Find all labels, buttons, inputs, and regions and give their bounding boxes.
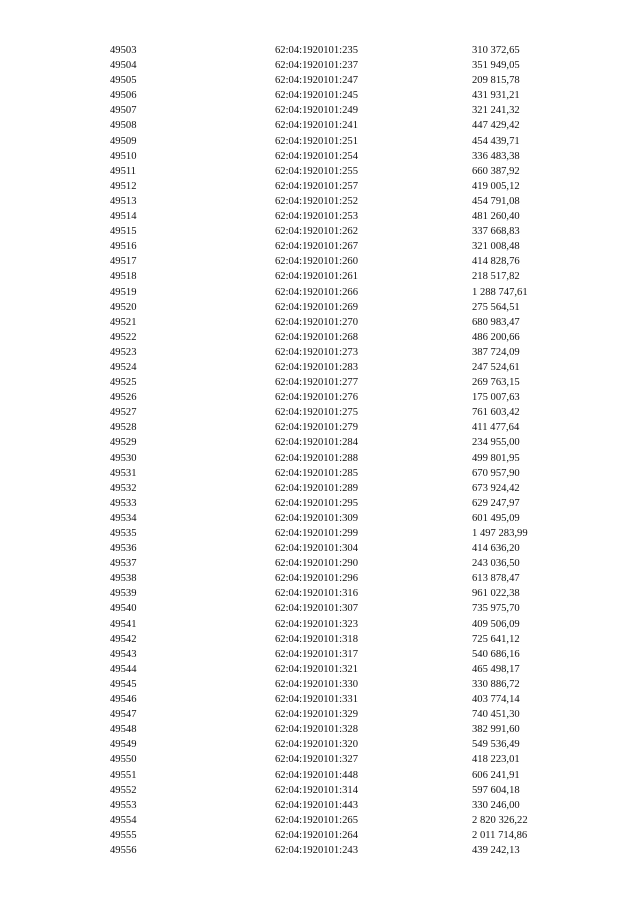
table-row	[0, 209, 640, 224]
cadastral-number-cell: 62:04:1920101:252	[275, 195, 358, 207]
table-row	[0, 134, 640, 149]
row-number-cell: 49551	[110, 769, 137, 781]
row-number-cell: 49536	[110, 543, 137, 555]
cadastral-number-cell: 62:04:1920101:331	[275, 694, 358, 706]
row-number-cell: 49526	[110, 392, 137, 404]
cadastral-number-cell: 62:04:1920101:267	[275, 241, 358, 253]
row-number-cell: 49540	[110, 603, 137, 615]
table-row	[0, 239, 640, 254]
table-row	[0, 647, 640, 662]
row-number-cell: 49520	[110, 301, 137, 313]
cadastral-number-cell: 62:04:1920101:245	[275, 90, 358, 102]
table-row	[0, 405, 640, 420]
table-row	[0, 390, 640, 405]
cadastral-value-cell: 431 931,21	[472, 90, 520, 102]
cadastral-number-cell: 62:04:1920101:277	[275, 377, 358, 389]
table-row	[0, 707, 640, 722]
cadastral-value-cell: 419 005,12	[472, 180, 520, 192]
cadastral-value-cell: 336 483,38	[472, 150, 520, 162]
cadastral-value-cell: 321 241,32	[472, 105, 520, 117]
cadastral-number-cell: 62:04:1920101:304	[275, 543, 358, 555]
cadastral-value-cell: 454 791,08	[472, 195, 520, 207]
row-number-cell: 49529	[110, 437, 137, 449]
cadastral-number-cell: 62:04:1920101:260	[275, 256, 358, 268]
cadastral-value-cell: 670 957,90	[472, 467, 520, 479]
table-row	[0, 511, 640, 526]
table-row	[0, 164, 640, 179]
cadastral-value-cell: 439 242,13	[472, 844, 520, 856]
cadastral-value-cell: 740 451,30	[472, 709, 520, 721]
cadastral-number-cell: 62:04:1920101:270	[275, 316, 358, 328]
cadastral-number-cell: 62:04:1920101:321	[275, 663, 358, 675]
row-number-cell: 49514	[110, 211, 137, 223]
table-row	[0, 330, 640, 345]
row-number-cell: 49549	[110, 739, 137, 751]
cadastral-value-cell: 1 497 283,99	[472, 528, 528, 539]
row-number-cell: 49537	[110, 558, 137, 570]
cadastral-value-cell: 486 200,66	[472, 331, 520, 343]
table-row	[0, 571, 640, 586]
cadastral-number-cell: 62:04:1920101:307	[275, 603, 358, 615]
cadastral-number-cell: 62:04:1920101:316	[275, 588, 358, 600]
table-row	[0, 586, 640, 601]
cadastral-number-cell: 62:04:1920101:254	[275, 150, 358, 162]
row-number-cell: 49532	[110, 482, 137, 494]
table-row	[0, 798, 640, 813]
cadastral-value-cell: 382 991,60	[472, 724, 520, 736]
cadastral-value-cell: 2 011 714,86	[472, 829, 528, 841]
cadastral-number-cell: 62:04:1920101:284	[275, 437, 358, 449]
cadastral-number-cell: 62:04:1920101:268	[275, 331, 358, 343]
table-row	[0, 617, 640, 632]
row-number-cell: 49530	[110, 452, 137, 464]
row-number-cell: 49516	[110, 241, 137, 253]
cadastral-value-cell: 454 439,71	[472, 135, 520, 147]
table-row	[0, 73, 640, 88]
table-row	[0, 768, 640, 783]
cadastral-value-cell: 499 801,95	[472, 452, 520, 464]
cadastral-number-cell: 62:04:1920101:328	[275, 724, 358, 736]
table-row	[0, 285, 640, 300]
row-number-cell: 49535	[110, 528, 137, 539]
table-row	[0, 300, 640, 315]
cadastral-value-cell: 330 246,00	[472, 799, 520, 811]
row-number-cell: 49543	[110, 648, 137, 660]
cadastral-number-cell: 62:04:1920101:265	[275, 814, 358, 826]
cadastral-value-cell: 247 524,61	[472, 361, 520, 373]
cadastral-number-cell: 62:04:1920101:243	[275, 844, 358, 856]
row-number-cell: 49517	[110, 256, 137, 268]
cadastral-number-cell: 62:04:1920101:255	[275, 165, 358, 177]
row-number-cell: 49522	[110, 331, 137, 343]
cadastral-number-cell: 62:04:1920101:275	[275, 407, 358, 419]
cadastral-number-cell: 62:04:1920101:323	[275, 618, 358, 630]
cadastral-number-cell: 62:04:1920101:266	[275, 286, 358, 298]
cadastral-value-cell: 629 247,97	[472, 497, 520, 509]
cadastral-value-cell: 597 604,18	[472, 784, 520, 796]
cadastral-value-cell: 414 828,76	[472, 256, 520, 268]
row-number-cell: 49541	[110, 618, 137, 630]
cadastral-value-cell: 414 636,20	[472, 543, 520, 555]
cadastral-value-cell: 418 223,01	[472, 754, 520, 766]
cadastral-number-cell: 62:04:1920101:329	[275, 709, 358, 721]
table-row	[0, 315, 640, 330]
table-row	[0, 466, 640, 481]
table-row	[0, 360, 640, 375]
cadastral-value-cell: 310 372,65	[472, 45, 520, 56]
cadastral-number-cell: 62:04:1920101:296	[275, 573, 358, 585]
cadastral-value-cell: 321 008,48	[472, 241, 520, 253]
cadastral-value-cell: 725 641,12	[472, 633, 520, 645]
cadastral-number-cell: 62:04:1920101:269	[275, 301, 358, 313]
cadastral-value-table	[0, 43, 640, 858]
row-number-cell: 49519	[110, 286, 137, 298]
cadastral-number-cell: 62:04:1920101:288	[275, 452, 358, 464]
cadastral-number-cell: 62:04:1920101:253	[275, 211, 358, 223]
cadastral-number-cell: 62:04:1920101:279	[275, 422, 358, 434]
table-row	[0, 692, 640, 707]
row-number-cell: 49552	[110, 784, 137, 796]
cadastral-value-cell: 660 387,92	[472, 165, 520, 177]
cadastral-value-cell: 330 886,72	[472, 678, 520, 690]
row-number-cell: 49534	[110, 512, 137, 524]
table-row	[0, 481, 640, 496]
cadastral-value-cell: 465 498,17	[472, 663, 520, 675]
table-row	[0, 722, 640, 737]
cadastral-number-cell: 62:04:1920101:443	[275, 799, 358, 811]
row-number-cell: 49512	[110, 180, 137, 192]
cadastral-number-cell: 62:04:1920101:241	[275, 120, 358, 132]
cadastral-value-cell: 351 949,05	[472, 60, 520, 72]
cadastral-number-cell: 62:04:1920101:448	[275, 769, 358, 781]
table-row	[0, 601, 640, 616]
cadastral-number-cell: 62:04:1920101:276	[275, 392, 358, 404]
cadastral-value-cell: 1 288 747,61	[472, 286, 528, 298]
table-row	[0, 813, 640, 828]
row-number-cell: 49518	[110, 271, 137, 283]
cadastral-value-cell: 549 536,49	[472, 739, 520, 751]
cadastral-number-cell: 62:04:1920101:290	[275, 558, 358, 570]
cadastral-value-cell: 540 686,16	[472, 648, 520, 660]
row-number-cell: 49503	[110, 45, 137, 56]
table-row	[0, 88, 640, 103]
cadastral-number-cell: 62:04:1920101:320	[275, 739, 358, 751]
row-number-cell: 49509	[110, 135, 137, 147]
row-number-cell: 49542	[110, 633, 137, 645]
cadastral-number-cell: 62:04:1920101:318	[275, 633, 358, 645]
cadastral-value-cell: 735 975,70	[472, 603, 520, 615]
cadastral-number-cell: 62:04:1920101:264	[275, 829, 358, 841]
table-row	[0, 179, 640, 194]
row-number-cell: 49523	[110, 346, 137, 358]
cadastral-value-cell: 275 564,51	[472, 301, 520, 313]
table-row	[0, 752, 640, 767]
table-row	[0, 496, 640, 511]
table-row	[0, 345, 640, 360]
table-row	[0, 375, 640, 390]
cadastral-value-cell: 209 815,78	[472, 75, 520, 87]
row-number-cell: 49538	[110, 573, 137, 585]
table-row	[0, 783, 640, 798]
cadastral-number-cell: 62:04:1920101:237	[275, 60, 358, 72]
table-row	[0, 662, 640, 677]
cadastral-value-cell: 337 668,83	[472, 226, 520, 238]
cadastral-value-cell: 2 820 326,22	[472, 814, 528, 826]
cadastral-number-cell: 62:04:1920101:273	[275, 346, 358, 358]
cadastral-number-cell: 62:04:1920101:249	[275, 105, 358, 117]
row-number-cell: 49556	[110, 844, 137, 856]
cadastral-value-cell: 613 878,47	[472, 573, 520, 585]
row-number-cell: 49508	[110, 120, 137, 132]
cadastral-value-cell: 961 022,38	[472, 588, 520, 600]
row-number-cell: 49539	[110, 588, 137, 600]
table-row	[0, 118, 640, 133]
row-number-cell: 49544	[110, 663, 137, 675]
cadastral-number-cell: 62:04:1920101:247	[275, 75, 358, 87]
table-row	[0, 43, 640, 58]
cadastral-number-cell: 62:04:1920101:257	[275, 180, 358, 192]
table-row	[0, 526, 640, 541]
table-row	[0, 103, 640, 118]
cadastral-value-cell: 601 495,09	[472, 512, 520, 524]
cadastral-value-cell: 387 724,09	[472, 346, 520, 358]
cadastral-number-cell: 62:04:1920101:314	[275, 784, 358, 796]
row-number-cell: 49547	[110, 709, 137, 721]
table-row	[0, 224, 640, 239]
cadastral-number-cell: 62:04:1920101:262	[275, 226, 358, 238]
cadastral-number-cell: 62:04:1920101:299	[275, 528, 358, 539]
cadastral-number-cell: 62:04:1920101:283	[275, 361, 358, 373]
cadastral-value-cell: 403 774,14	[472, 694, 520, 706]
cadastral-number-cell: 62:04:1920101:330	[275, 678, 358, 690]
table-row	[0, 451, 640, 466]
cadastral-value-cell: 680 983,47	[472, 316, 520, 328]
table-row	[0, 541, 640, 556]
row-number-cell: 49507	[110, 105, 137, 117]
cadastral-value-cell: 243 036,50	[472, 558, 520, 570]
row-number-cell: 49553	[110, 799, 137, 811]
table-row	[0, 843, 640, 858]
table-row	[0, 828, 640, 843]
row-number-cell: 49554	[110, 814, 137, 826]
cadastral-value-cell: 761 603,42	[472, 407, 520, 419]
cadastral-value-cell: 175 007,63	[472, 392, 520, 404]
row-number-cell: 49521	[110, 316, 137, 328]
table-row	[0, 556, 640, 571]
row-number-cell: 49515	[110, 226, 137, 238]
table-row	[0, 58, 640, 73]
cadastral-value-cell: 481 260,40	[472, 211, 520, 223]
cadastral-number-cell: 62:04:1920101:251	[275, 135, 358, 147]
row-number-cell: 49546	[110, 694, 137, 706]
table-row	[0, 420, 640, 435]
row-number-cell: 49548	[110, 724, 137, 736]
row-number-cell: 49550	[110, 754, 137, 766]
cadastral-number-cell: 62:04:1920101:309	[275, 512, 358, 524]
cadastral-value-cell: 447 429,42	[472, 120, 520, 132]
row-number-cell: 49510	[110, 150, 137, 162]
cadastral-number-cell: 62:04:1920101:295	[275, 497, 358, 509]
row-number-cell: 49555	[110, 829, 137, 841]
table-row	[0, 677, 640, 692]
table-row	[0, 149, 640, 164]
table-body	[0, 43, 640, 858]
cadastral-value-cell: 269 763,15	[472, 377, 520, 389]
row-number-cell: 49545	[110, 678, 137, 690]
row-number-cell: 49527	[110, 407, 137, 419]
cadastral-number-cell: 62:04:1920101:289	[275, 482, 358, 494]
row-number-cell: 49524	[110, 361, 137, 373]
row-number-cell: 49531	[110, 467, 137, 479]
table-row	[0, 269, 640, 284]
table-row	[0, 435, 640, 450]
row-number-cell: 49505	[110, 75, 137, 87]
table-row	[0, 737, 640, 752]
cadastral-value-cell: 234 955,00	[472, 437, 520, 449]
row-number-cell: 49513	[110, 195, 137, 207]
table-row	[0, 194, 640, 209]
cadastral-value-cell: 606 241,91	[472, 769, 520, 781]
cadastral-number-cell: 62:04:1920101:261	[275, 271, 358, 283]
row-number-cell: 49506	[110, 90, 137, 102]
cadastral-number-cell: 62:04:1920101:317	[275, 648, 358, 660]
row-number-cell: 49525	[110, 377, 137, 389]
cadastral-number-cell: 62:04:1920101:327	[275, 754, 358, 766]
cadastral-value-cell: 409 506,09	[472, 618, 520, 630]
table-row	[0, 632, 640, 647]
cadastral-number-cell: 62:04:1920101:235	[275, 45, 358, 56]
row-number-cell: 49528	[110, 422, 137, 434]
cadastral-value-cell: 673 924,42	[472, 482, 520, 494]
row-number-cell: 49511	[110, 165, 137, 177]
row-number-cell: 49504	[110, 60, 137, 72]
cadastral-value-cell: 218 517,82	[472, 271, 520, 283]
table-row	[0, 254, 640, 269]
row-number-cell: 49533	[110, 497, 137, 509]
cadastral-number-cell: 62:04:1920101:285	[275, 467, 358, 479]
cadastral-value-cell: 411 477,64	[472, 422, 520, 434]
